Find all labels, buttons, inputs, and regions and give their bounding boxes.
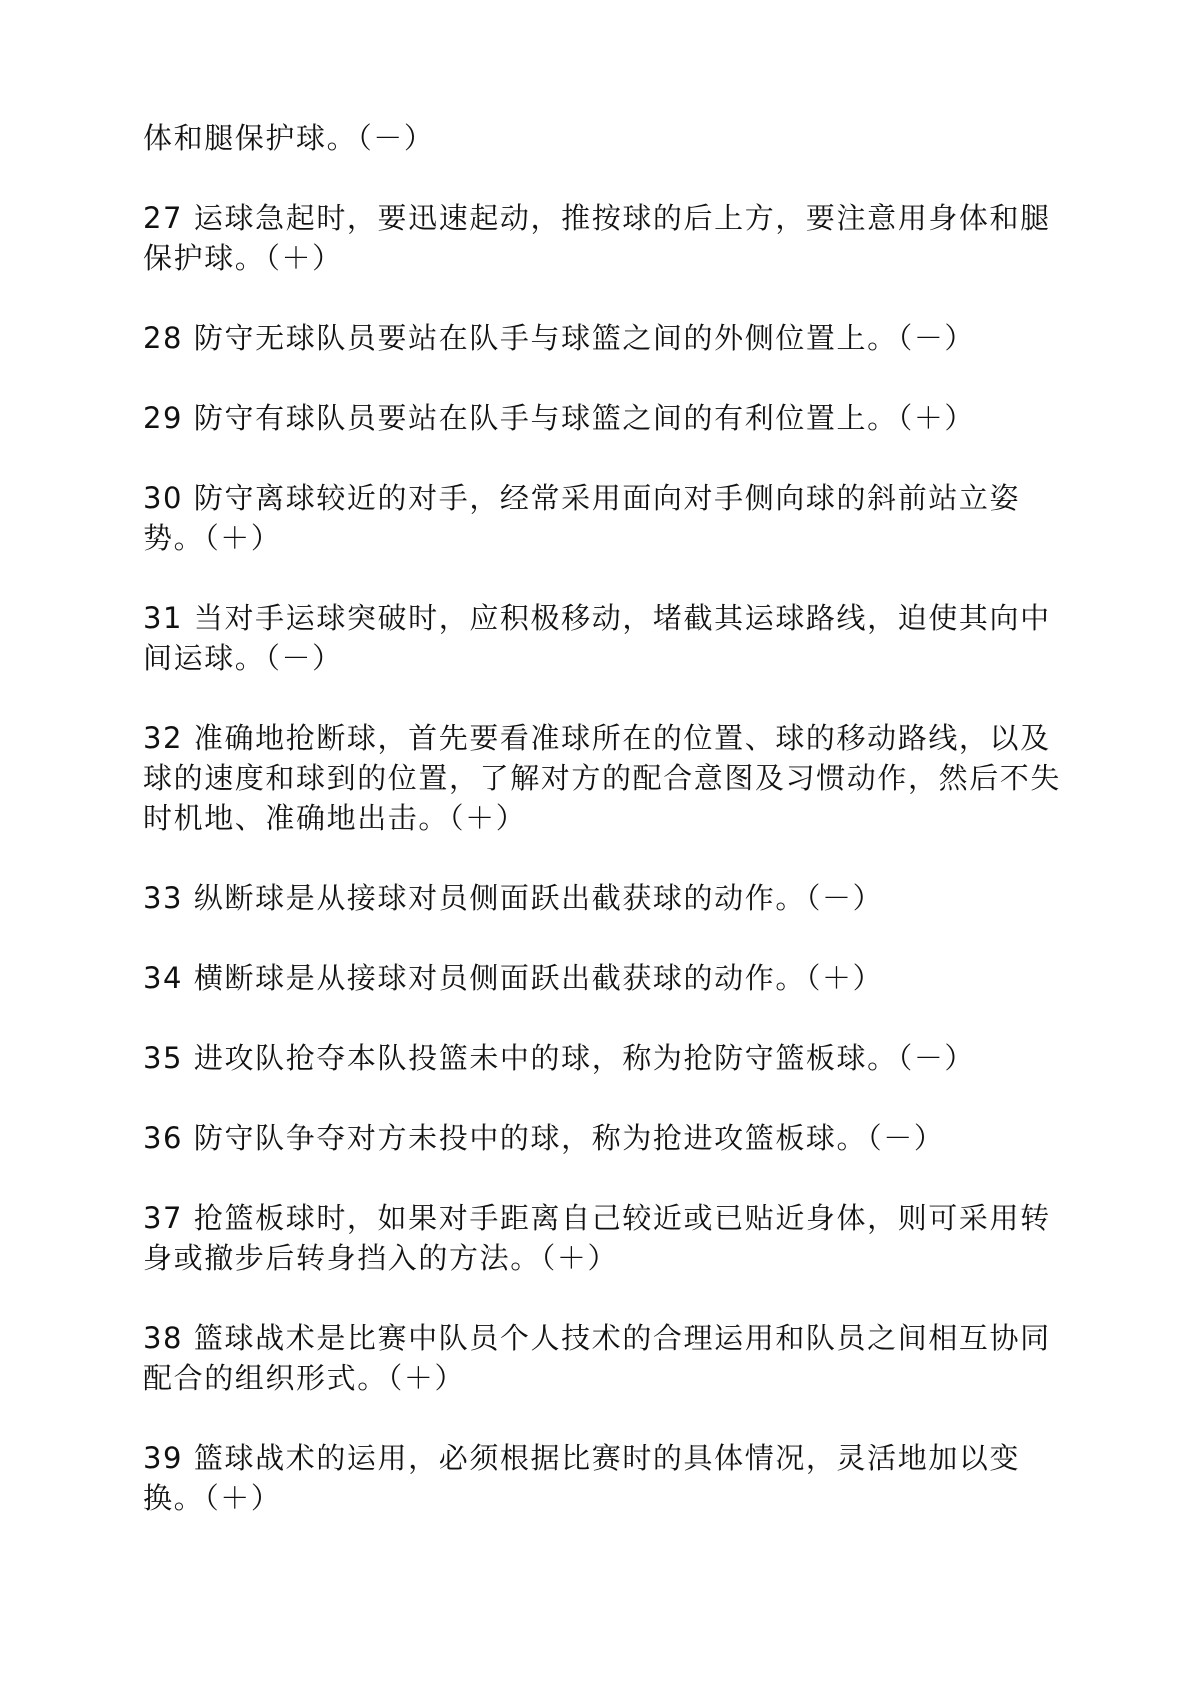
- question-27: 27 运球急起时，要迅速起动，推按球的后上方，要注意用身体和腿保护球。（＋）: [143, 201, 1051, 275]
- question-31: 31 当对手运球突破时，应积极移动，堵截其运球路线，迫使其向中间运球。（－）: [143, 601, 1051, 675]
- question-34: 34 横断球是从接球对员侧面跃出截获球的动作。（＋）: [143, 961, 884, 995]
- question-28: 28 防守无球队员要站在队手与球篮之间的外侧位置上。（－）: [143, 321, 976, 355]
- question-35: 35 进攻队抢夺本队投篮未中的球，称为抢防守篮板球。（－）: [143, 1041, 976, 1075]
- question-32: 32 准确地抢断球，首先要看准球所在的位置、球的移动路线，以及球的速度和球到的位置，了解对方的配合意图及习惯动作，然后不失时机地、准确地出击。（＋）: [143, 721, 1062, 835]
- document-body: [143, 118, 1063, 1558]
- question-36: 36 防守队争夺对方未投中的球，称为抢进攻篮板球。（－）: [143, 1121, 945, 1155]
- question-29: 29 防守有球队员要站在队手与球篮之间的有利位置上。（＋）: [143, 401, 976, 435]
- question-39: 39 篮球战术的运用，必须根据比赛时的具体情况，灵活地加以变换。（＋）: [143, 1441, 1021, 1515]
- question-37: 37 抢篮板球时，如果对手距离自己较近或已贴近身体，则可采用转身或撤步后转身挡入的方法。（＋）: [143, 1201, 1051, 1275]
- question-33: 33 纵断球是从接球对员侧面跃出截获球的动作。（－）: [143, 881, 884, 915]
- question-38: 38 篮球战术是比赛中队员个人技术的合理运用和队员之间相互协同配合的组织形式。（＋）: [143, 1321, 1051, 1395]
- paragraph-continuation: 体和腿保护球。（－）: [143, 121, 435, 155]
- question-30: 30 防守离球较近的对手，经常采用面向对手侧向球的斜前站立姿势。（＋）: [143, 481, 1021, 555]
